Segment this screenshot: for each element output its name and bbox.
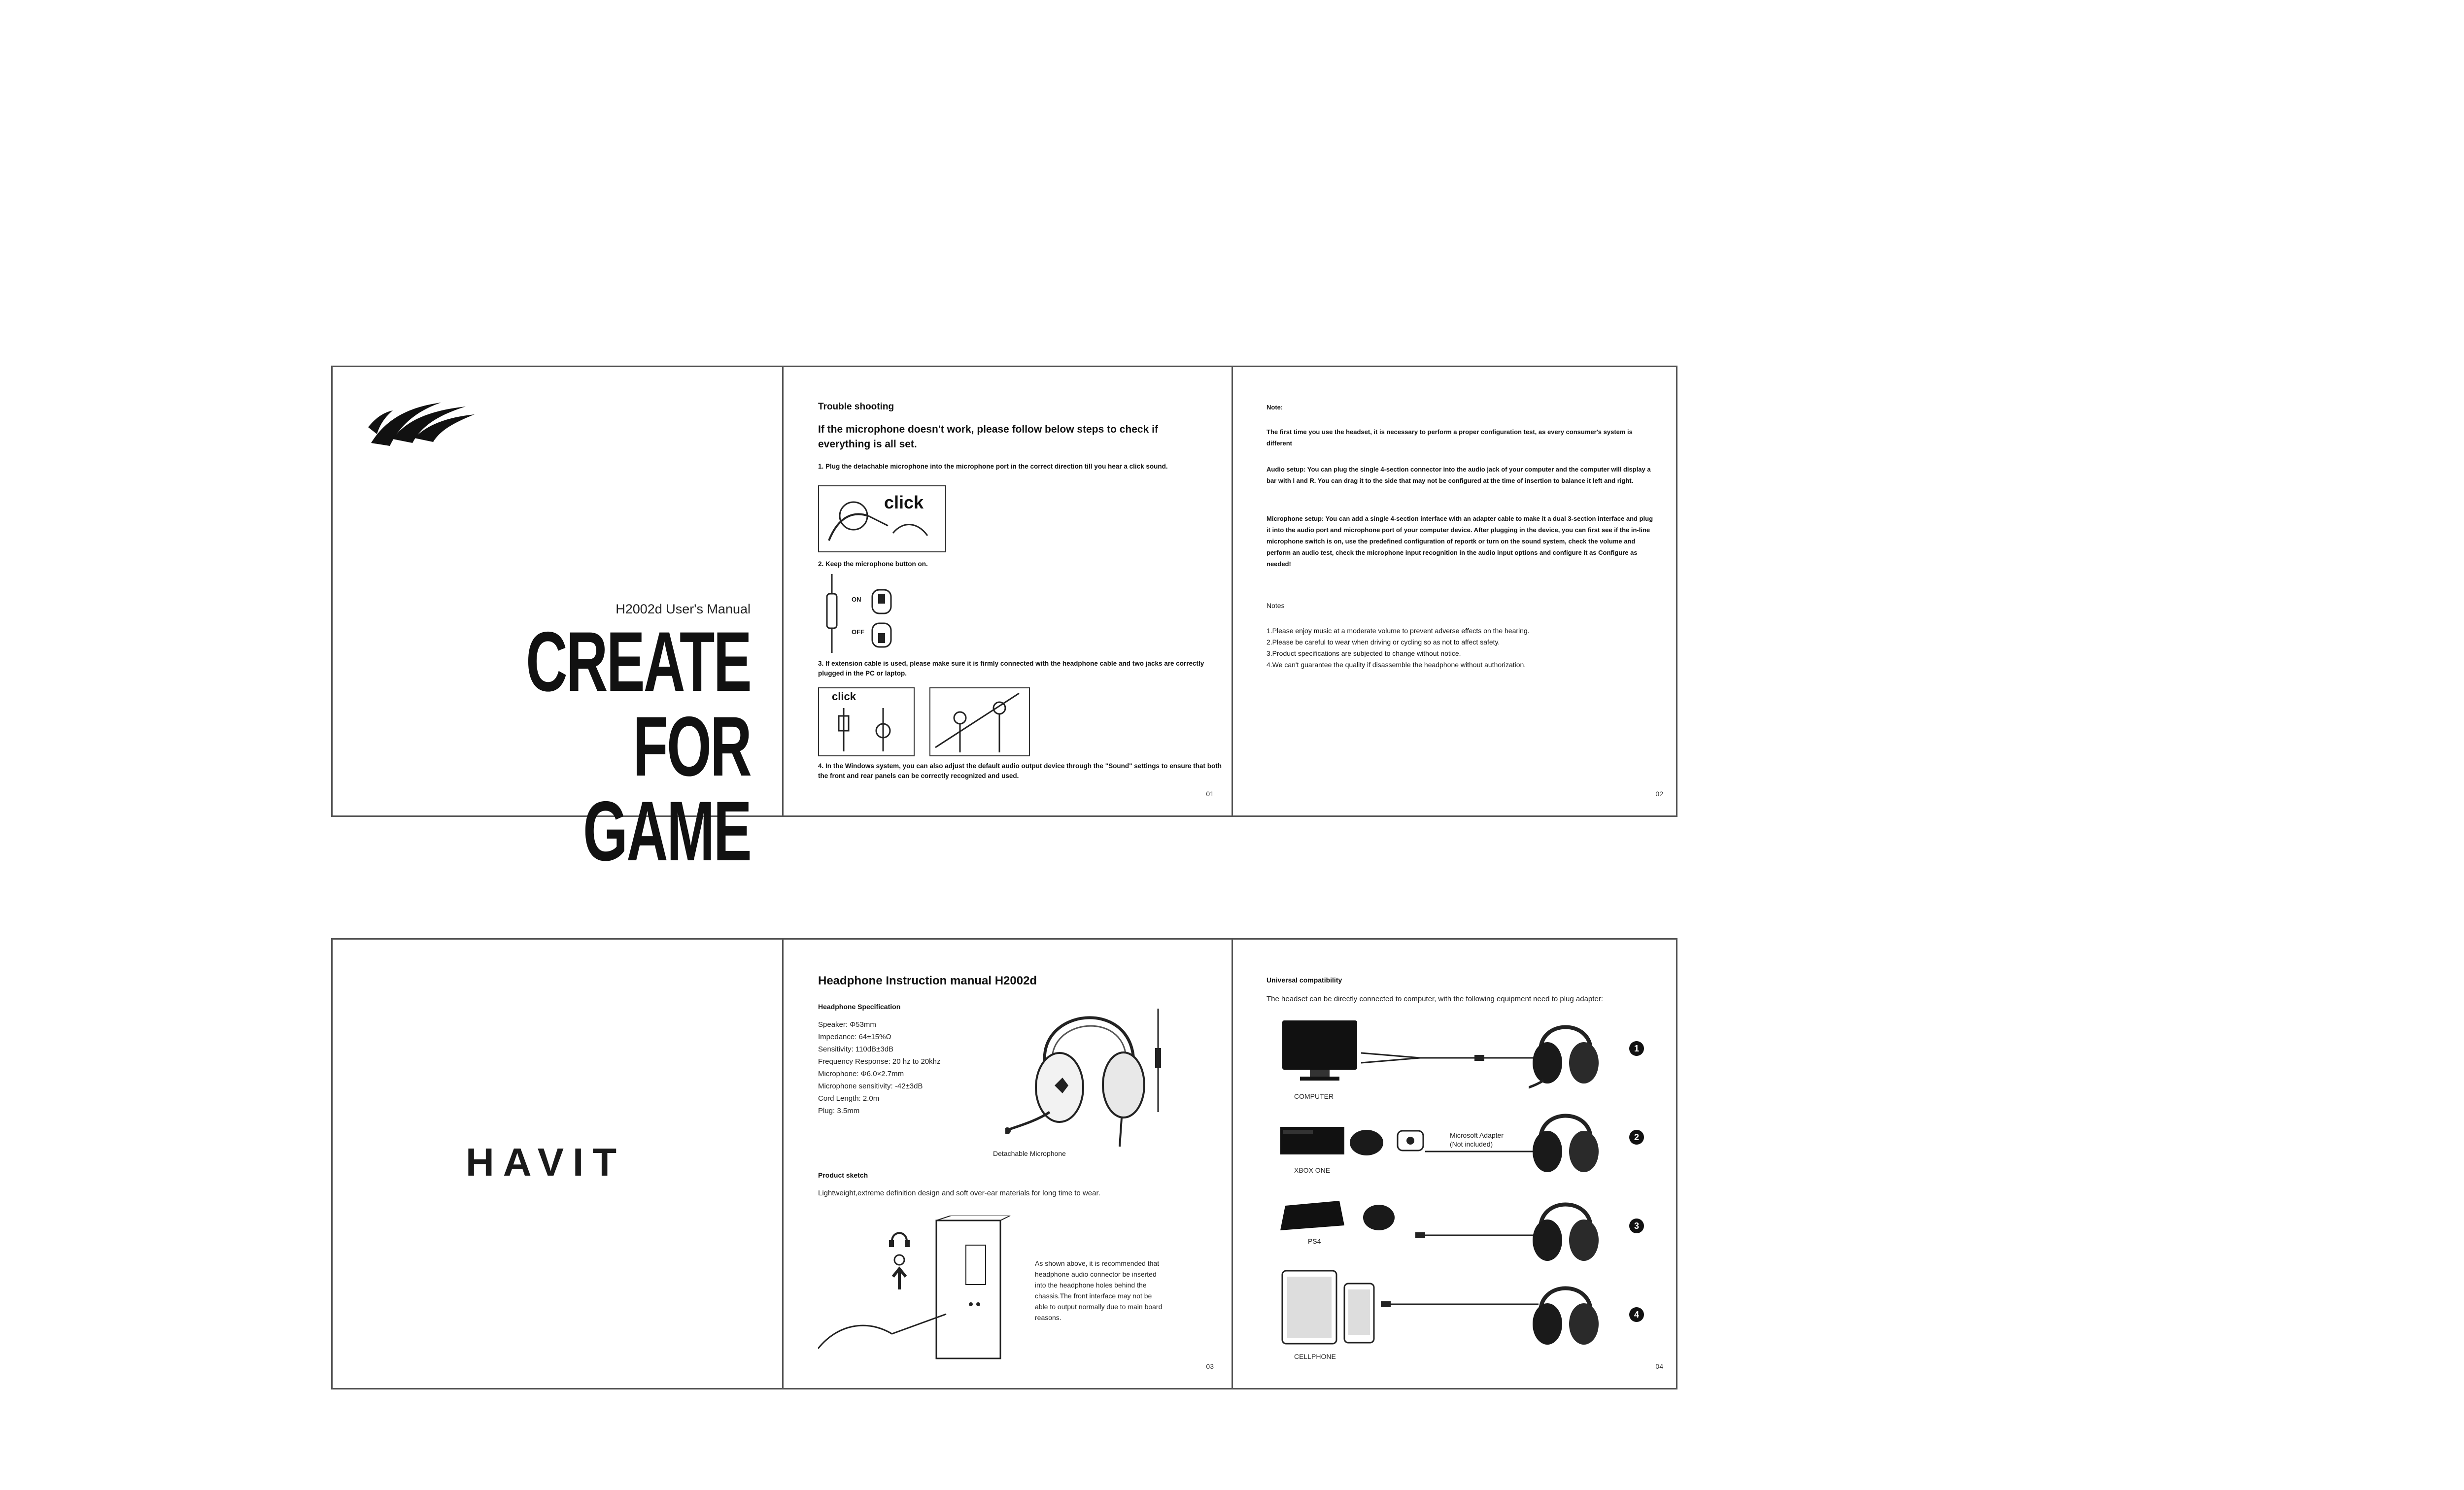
mic-on-label: ON	[852, 596, 861, 603]
tablet-phone-icon	[1280, 1269, 1379, 1348]
adapter-label-line1: Microsoft Adapter	[1450, 1131, 1504, 1139]
headset-illustration-icon	[1005, 989, 1173, 1151]
adapter-label-line2: (Not included)	[1450, 1140, 1493, 1148]
headset-icon	[1529, 1191, 1603, 1275]
splitter-cable-icon	[1361, 1048, 1539, 1068]
notes-list	[1266, 625, 1661, 671]
notes-item: 3.Product specifications are subjected to change without notice.	[1266, 649, 1461, 657]
spec-heading: Headphone Specification	[818, 1003, 901, 1011]
page-number-02: 02	[1655, 790, 1663, 798]
spec-item: Sensitivity: 110dB±3dB	[818, 1045, 894, 1053]
havit-brand-logo: HAVIT	[466, 1140, 626, 1184]
cover-title-line2: FOR GAME	[583, 699, 751, 879]
troubleshooting-step-4: 4. In the Windows system, you can also adjust the default audio output device through the "Sound" settings to ensure that both the front and rear panels can be correctly recognized and used.	[818, 762, 1222, 779]
xbox-cable-icon	[1425, 1147, 1539, 1156]
instruction-panel	[782, 940, 1232, 1388]
spec-list	[818, 1018, 940, 1117]
xbox-adapter-icon	[1396, 1126, 1425, 1155]
pc-connection-illustration-icon	[818, 1216, 1015, 1363]
device-number-badge: 2	[1629, 1130, 1644, 1145]
click-illustration	[818, 485, 946, 552]
cover-subtitle: H2002d User's Manual	[616, 602, 751, 616]
manual-sheet-front	[331, 366, 1677, 879]
cover-title-line1: CREATE	[526, 614, 751, 709]
ps4-cable-icon	[1415, 1230, 1539, 1240]
note-title: Note:	[1266, 404, 1283, 411]
troubleshooting-heading: Trouble shooting	[818, 402, 894, 412]
note-paragraph-2: Audio setup: You can plug the single 4-section connector into the audio jack of your computer and the computer will display a bar with l and R. You can drag it to the side that may not be configured at the time of insertion to balance it left and right.	[1266, 466, 1651, 484]
notes-item: 1.Please enjoy music at a moderate volume to prevent adverse effects on the hearing.	[1266, 627, 1530, 635]
spec-item: Microphone: Φ6.0×2.7mm	[818, 1070, 904, 1078]
extension-click-illustration	[818, 687, 915, 756]
compatibility-panel	[1232, 940, 1676, 1388]
click-label: click	[884, 492, 924, 512]
page-number-01: 01	[1206, 790, 1214, 798]
phone-cable-icon	[1381, 1299, 1539, 1309]
compatibility-heading: Universal compatibility	[1266, 976, 1342, 984]
spec-item: Speaker: Φ53mm	[818, 1020, 876, 1029]
cover-panel	[333, 367, 782, 879]
spec-item: Frequency Response: 20 hz to 20khz	[818, 1057, 941, 1066]
troubleshooting-step-3: 3. If extension cable is used, please make sure it is firmly connected with the headphone cable and two jacks are correctly plugged in the PC or laptop.	[818, 660, 1204, 677]
compatibility-text: The headset can be directly connected to computer, with the following equipment need to plug adapter:	[1266, 995, 1603, 1003]
mic-switch-icon	[869, 588, 894, 652]
troubleshooting-intro: If the microphone doesn't work, please follow below steps to check if everything is all set.	[818, 424, 1158, 450]
notes-item: 2.Please be careful to wear when driving or cycling so as not to affect safety.	[1266, 638, 1500, 646]
pc-jack-illustration	[929, 687, 1030, 756]
cover-title	[466, 614, 751, 879]
page-number-03: 03	[1206, 1362, 1214, 1370]
havit-claw-logo-icon	[367, 398, 476, 452]
xbox-console-icon	[1280, 1122, 1389, 1161]
page-number-04: 04	[1655, 1362, 1663, 1370]
spec-item: Microphone sensitivity: -42±3dB	[818, 1082, 923, 1090]
headset-icon	[1529, 1014, 1603, 1097]
headset-icon	[1529, 1275, 1603, 1358]
ps4-console-icon	[1280, 1196, 1399, 1235]
adapter-label	[1450, 1131, 1504, 1149]
device-number-badge: 1	[1629, 1041, 1644, 1056]
headset-icon	[1529, 1102, 1603, 1186]
mic-off-label: OFF	[852, 628, 864, 636]
detachable-mic-label: Detachable Microphone	[993, 1150, 1066, 1157]
spec-item: Plug: 3.5mm	[818, 1107, 860, 1115]
sketch-note: As shown above, it is recommended that headphone audio connector be inserted into the headphone holes behind the chassis.The front interface may not be able to output normally due to main board reasons.	[1035, 1259, 1163, 1321]
device-label-ps4: PS4	[1308, 1237, 1321, 1245]
note-paragraph-1: The first time you use the headset, it is necessary to perform a proper configuration test, as every consumer's system is different	[1266, 428, 1633, 447]
troubleshooting-panel	[782, 367, 1232, 815]
device-label-cellphone: CELLPHONE	[1294, 1353, 1336, 1360]
spec-item: Impedance: 64±15%Ω	[818, 1033, 891, 1041]
notes-item: 4.We can't guarantee the quality if disassemble the headphone without authorization.	[1266, 661, 1526, 669]
sketch-heading: Product sketch	[818, 1171, 868, 1179]
troubleshooting-step-2: 2. Keep the microphone button on.	[818, 560, 928, 568]
device-label-xbox-one: XBOX ONE	[1294, 1166, 1331, 1174]
device-number-badge: 3	[1629, 1219, 1644, 1233]
manual-sheet-back	[331, 938, 1677, 1389]
extension-click-label: click	[832, 690, 856, 703]
mic-plug-icon	[819, 486, 943, 549]
computer-monitor-icon	[1280, 1018, 1359, 1087]
device-label-computer: COMPUTER	[1294, 1092, 1334, 1100]
pc-jack-icon	[930, 688, 1027, 753]
inline-cable-icon	[822, 574, 842, 653]
device-number-badge: 4	[1629, 1307, 1644, 1322]
troubleshooting-step-1: 1. Plug the detachable microphone into the microphone port in the correct direction till you hear a click sound.	[818, 463, 1168, 470]
back-cover-panel	[333, 940, 782, 1388]
note-paragraph-3: Microphone setup: You can add a single 4-section interface with an adapter cable to make it a dual 3-section interface and plug it into the audio port and microphone port of your computer device. After plugging in the device, you can first see if the in-line microphone switch is on, use the predefined configuration of reportk or turn on the sound system, check the volume and perform an audio test, check the microphone input recognition in the audio input options and configure it as Configure as needed!	[1266, 515, 1653, 568]
spec-item: Cord Length: 2.0m	[818, 1094, 880, 1103]
sketch-text: Lightweight,extreme definition design and soft over-ear materials for long time to wear.	[818, 1189, 1100, 1197]
instruction-title: Headphone Instruction manual H2002d	[818, 974, 1037, 987]
notes-title: Notes	[1266, 602, 1285, 610]
notes-panel	[1232, 367, 1676, 815]
